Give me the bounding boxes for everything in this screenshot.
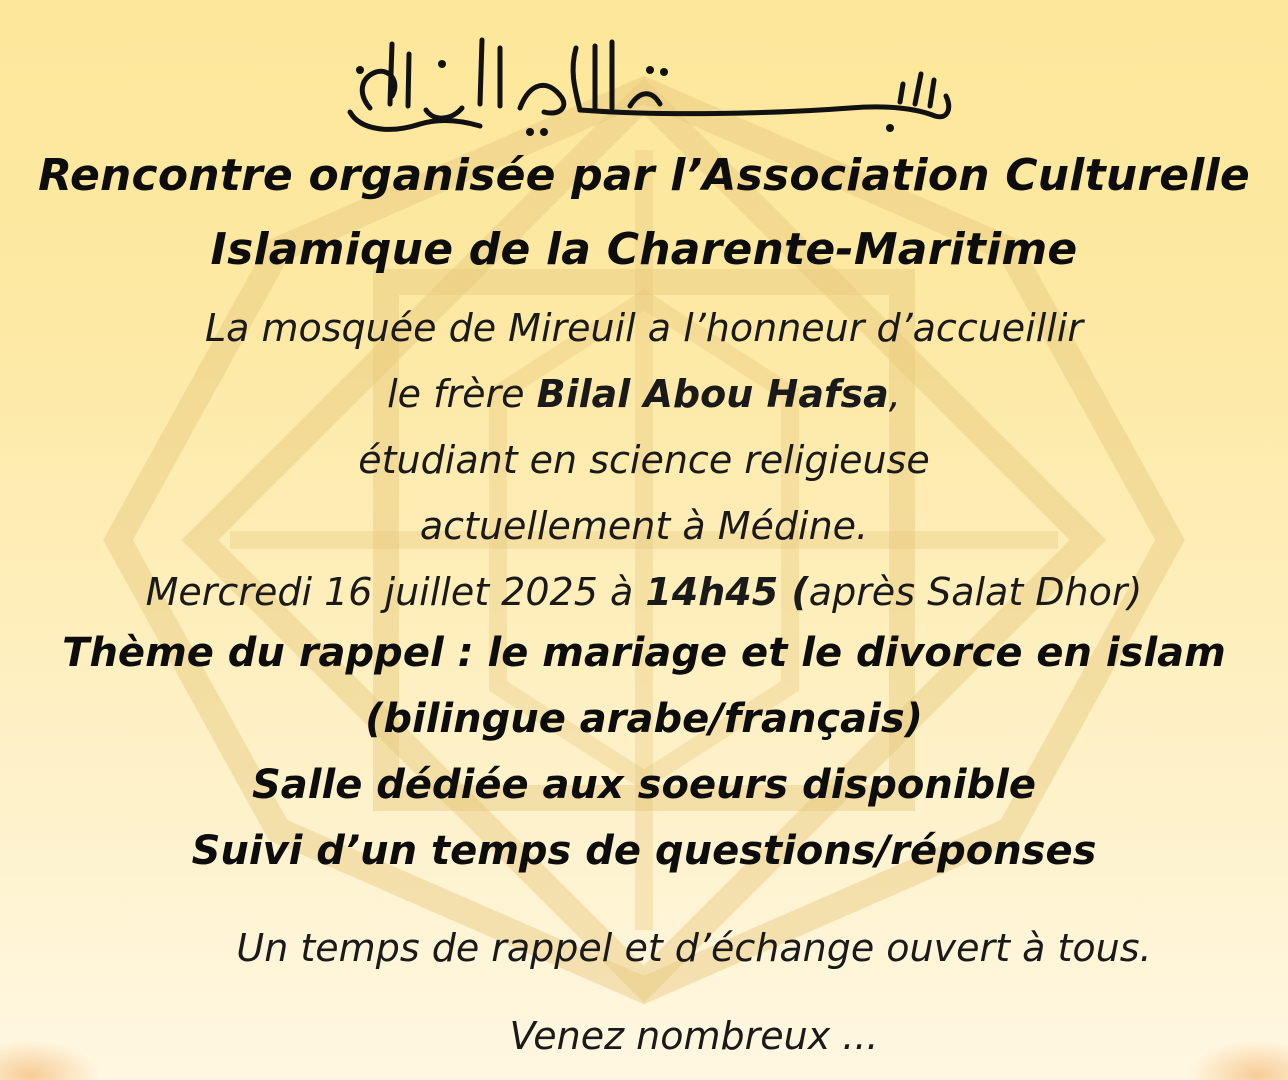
intro-line-2 [0,372,1288,416]
schedule-line [0,570,1288,614]
theme-line: Thème du rappel : le mariage et le divorce en islam [62,630,1226,676]
intro-line-4: actuellement à Médine. [419,504,869,548]
qa-line: Suivi d’un temps de questions/réponses [191,828,1097,874]
intro-prefix: le frère [387,372,537,416]
schedule-after-prayer: après Salat Dhor) [808,570,1143,614]
title-line-1: Rencontre organisée par l’Association Culturelle [38,150,1250,201]
sisters-room-line: Salle dédiée aux soeurs disponible [251,762,1037,808]
language-line: (bilingue arabe/français) [365,696,923,742]
title-line-2: Islamique de la Charente-Maritime [210,224,1078,275]
schedule-paren: ( [778,570,809,614]
intro-suffix: , [888,372,901,416]
intro-line-3: étudiant en science religieuse [358,438,930,482]
schedule-date: Mercredi 16 juillet 2025 à [145,570,646,614]
schedule-time: 14h45 [645,570,779,614]
intro-line-1: La mosquée de Mireuil a l’honneur d’accueillir [204,306,1084,350]
basmala-calligraphy [330,12,970,142]
invite-line: Venez nombreux ... [509,1014,879,1058]
speaker-name: Bilal Abou Hafsa [536,372,889,416]
open-to-all-line: Un temps de rappel et d’échange ouvert à tous. [236,926,1152,970]
